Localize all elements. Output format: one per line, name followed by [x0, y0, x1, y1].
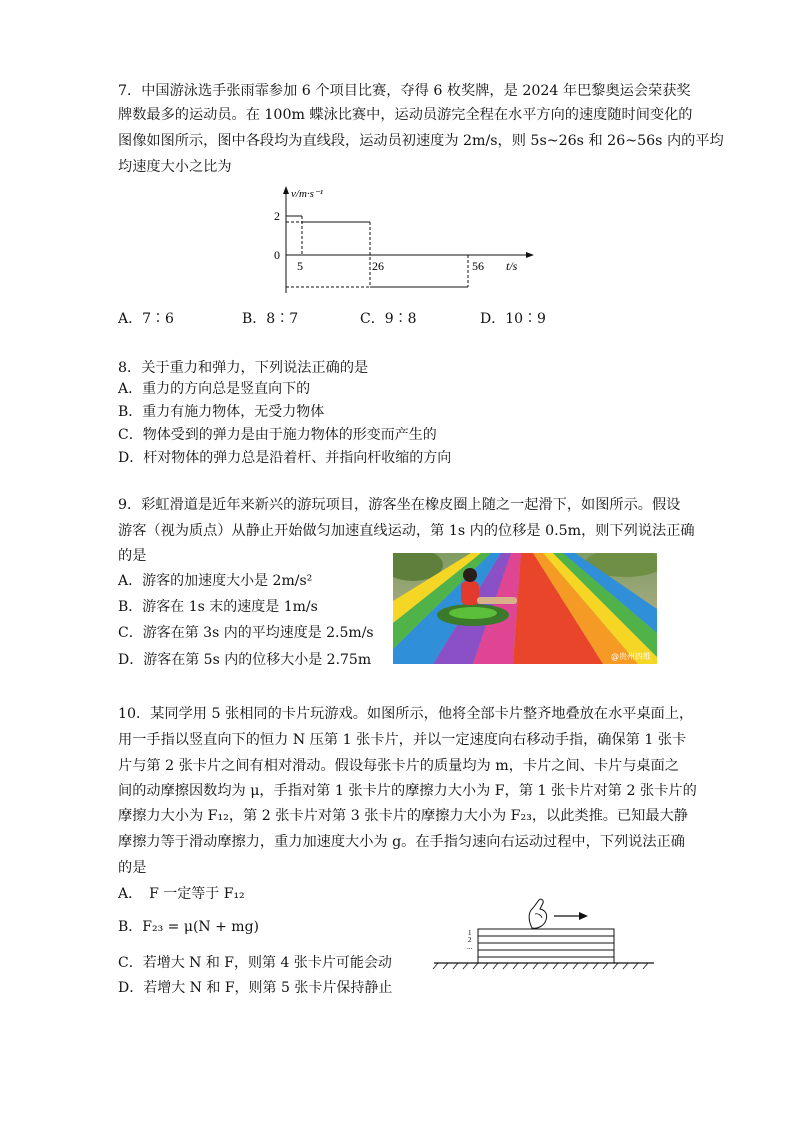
q10-line-2: 用一手指以竖直向下的恒力 N 压第 1 张卡片，并以一定速度向右移动手指，确保第 1 张卡	[118, 732, 687, 748]
q10-line-4: 间的动摩擦因数均为 μ，手指对第 1 张卡片的摩擦力大小为 F，第 1 张卡片对第 2 张卡片的	[118, 783, 697, 799]
q9-option-b[interactable]: B．游客在 1s 末的速度是 1m/s	[118, 599, 318, 615]
q10-line-7: 的是	[118, 860, 147, 876]
arrow-right-icon	[579, 912, 588, 920]
q10-option-c[interactable]: C．若增大 N 和 F，则第 4 张卡片可能会动	[118, 955, 392, 971]
y-axis-arrow	[283, 186, 289, 194]
q8-option-d[interactable]: D．杆对物体的弹力总是沿着杆、并指向杆收缩的方向	[118, 450, 452, 466]
q9-option-c[interactable]: C．游客在第 3s 内的平均速度是 2.5m/s	[118, 625, 374, 641]
q7-option-b[interactable]: B．8∶7	[242, 311, 299, 327]
q10-line-3: 片与第 2 张卡片之间有相对滑动。假设每张卡片的质量均为 m，卡片之间、卡片与桌面之	[118, 758, 679, 774]
q10-option-d[interactable]: D．若增大 N 和 F，则第 5 张卡片保持静止	[118, 980, 393, 996]
q7-velocity-time-graph	[268, 183, 538, 298]
q10-line-6: 摩擦力等于滑动摩擦力，重力加速度大小为 g。在手指匀速向右运动过程中，下列说法正确	[118, 834, 685, 850]
photo-watermark: @贵州四维	[611, 652, 651, 661]
q9-line-2: 游客（视为质点）从静止开始做匀加速直线运动，第 1s 内的位移是 0.5m，则下列说法正确	[118, 523, 695, 539]
y-axis-label: v/m·s⁻¹	[291, 188, 324, 200]
q8-option-b[interactable]: B．重力有施力物体，无受力物体	[118, 404, 325, 420]
q7-option-d[interactable]: D．10∶9	[480, 311, 546, 327]
x-tick-26: 26	[372, 259, 384, 273]
card-stack-diagram	[432, 878, 658, 970]
x-tick-5: 5	[297, 259, 303, 273]
q10-line-1: 10．某同学用 5 张相同的卡片玩游戏。如图所示，他将全部卡片整齐地叠放在水平桌面上，	[118, 706, 694, 722]
card-label-2: 2	[468, 936, 472, 944]
x-axis-arrow	[526, 252, 534, 258]
q9-option-a[interactable]: A．游客的加速度大小是 2m/s²	[118, 573, 313, 589]
q10-option-b[interactable]: B．F₂₃ = μ(N + mg)	[118, 919, 259, 935]
q7-line-4: 均速度大小之比为	[118, 159, 232, 175]
x-axis-label: t/s	[506, 259, 518, 273]
q7-line-3: 图像如图所示，图中各段均为直线段，运动员初速度为 2m/s，则 5s~26s 和 26~56s 内的平均	[118, 133, 724, 149]
y-tick-2: 2	[274, 209, 280, 223]
q7-line-1: 7．中国游泳选手张雨霏参加 6 个项目比赛，夺得 6 枚奖牌，是 2024 年巴黎奥运会荣获奖	[118, 83, 691, 99]
q9-line-1: 9．彩虹滑道是近年来新兴的游玩项目，游客坐在橡皮圈上随之一起滑下，如图所示。假设	[118, 497, 681, 513]
q9-option-d[interactable]: D．游客在第 5s 内的位移大小是 2.75m	[118, 652, 372, 668]
x-tick-56: 56	[472, 259, 484, 273]
q9-line-3: 的是	[118, 548, 147, 564]
origin-label: 0	[274, 248, 280, 262]
card-label-1: 1	[468, 929, 472, 937]
q8-option-c[interactable]: C．物体受到的弹力是由于施力物体的形变而产生的	[118, 427, 437, 443]
card-label-dots: ...	[467, 943, 473, 951]
q10-line-5: 摩擦力大小为 F₁₂，第 2 张卡片对第 3 张卡片的摩擦力大小为 F₂₃，以此类推。已知最大静	[118, 808, 688, 824]
q8-stem: 8．关于重力和弹力，下列说法正确的是	[118, 360, 369, 376]
q8-option-a[interactable]: A．重力的方向总是竖直向下的	[118, 381, 311, 397]
q10-option-a[interactable]: A． F 一定等于 F₁₂	[118, 886, 245, 902]
q7-option-c[interactable]: C．9∶8	[360, 311, 417, 327]
q7-option-a[interactable]: A．7∶6	[118, 311, 174, 327]
q7-line-2: 牌数最多的运动员。在 100m 蝶泳比赛中，运动员游完全程在水平方向的速度随时间变化的	[118, 107, 693, 123]
rainbow-slide-photo	[393, 553, 657, 664]
